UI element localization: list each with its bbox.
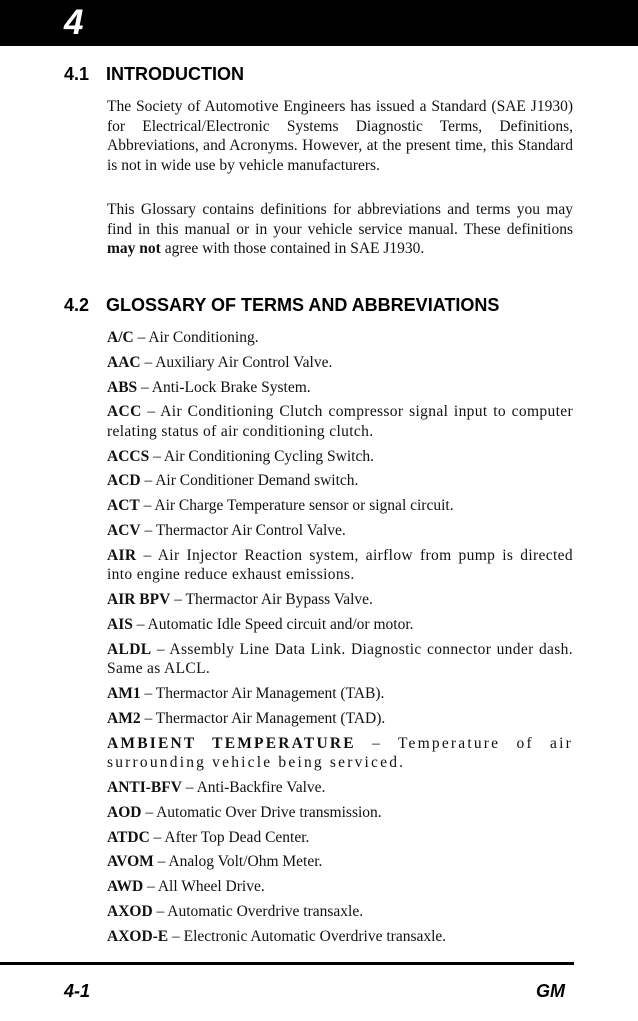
intro-paragraph-2 [107, 200, 573, 259]
glossary-definition: – Thermactor Air Control Valve. [140, 522, 346, 540]
glossary-definition: – Auxiliary Air Control Valve. [140, 353, 333, 371]
glossary-definition: – Analog Volt/Ohm Meter. [153, 853, 323, 871]
glossary-definition: – Air Conditioning Clutch compressor signal input to computer relating status of air conditioning clutch. [107, 403, 573, 440]
glossary-entry [107, 378, 573, 398]
glossary-entry [107, 902, 573, 922]
glossary-entry [107, 852, 573, 872]
page-number: 4-1 [64, 981, 91, 1001]
glossary-definition: – Assembly Line Data Link. Diagnostic connector under dash. Same as ALCL. [107, 640, 573, 678]
glossary-entry [107, 353, 573, 373]
glossary-definition: – Air Injector Reaction system, airflow from pump is directed into engine reduce exhaust emissions. [107, 546, 573, 584]
glossary-term: AIR BPV [107, 591, 171, 609]
glossary-term: ACT [107, 497, 140, 515]
chapter-header-bar [0, 0, 638, 46]
glossary-term: AAC [107, 353, 141, 371]
section-title: INTRODUCTION [106, 64, 244, 84]
glossary-entry [107, 471, 573, 491]
section-heading-introduction [64, 63, 244, 85]
glossary-definition: – Electronic Automatic Overdrive transaxle. [168, 927, 447, 945]
glossary-term: ACV [107, 522, 141, 540]
glossary-entry [107, 546, 573, 585]
footer-divider [0, 962, 574, 965]
glossary-definition: – After Top Dead Center. [149, 828, 310, 846]
glossary-term: ABS [107, 378, 138, 396]
glossary-entry [107, 709, 573, 729]
glossary-entry [107, 734, 573, 773]
glossary-term: AIS [107, 615, 133, 633]
glossary-entry [107, 778, 573, 798]
glossary-entry [107, 447, 573, 467]
glossary-entry [107, 402, 573, 441]
section-number: 4.1 [64, 64, 90, 84]
glossary-term: A/C [107, 329, 134, 346]
glossary-term: ANTI-BFV [107, 778, 182, 796]
glossary-term: AIR [107, 546, 137, 564]
glossary-entry [107, 328, 573, 348]
glossary-term: AWD [107, 878, 144, 896]
glossary-term: AXOD [107, 902, 153, 920]
glossary-term: ATDC [107, 828, 150, 846]
glossary-definition: – Temperature of air surrounding vehicle being serviced. [107, 734, 574, 772]
glossary-term: AXOD-E [107, 927, 169, 945]
glossary-term: ALDL [107, 640, 152, 658]
glossary-term: AVOM [107, 853, 154, 871]
glossary-entry [107, 496, 573, 516]
footer-brand: GM [536, 981, 565, 1001]
glossary-term: AM1 [107, 685, 141, 703]
glossary-term: AOD [107, 803, 142, 821]
section-number: 4.2 [64, 295, 90, 315]
glossary-term: ACC [107, 403, 142, 421]
glossary-entry [107, 828, 573, 848]
glossary-term: ACCS [107, 447, 150, 465]
intro-paragraph-2-tail: agree with those contained in SAE J1930. [160, 240, 425, 257]
glossary-entry [107, 803, 573, 823]
glossary-entry [107, 684, 573, 704]
glossary-definition: – Thermactor Air Management (TAD). [140, 709, 386, 727]
glossary-definition: – Thermactor Air Management (TAB). [140, 685, 385, 703]
glossary-entry [107, 615, 573, 635]
chapter-number: 4 [64, 3, 84, 42]
glossary-entry [107, 927, 573, 947]
glossary-definition: – Anti-Backfire Valve. [181, 778, 326, 796]
glossary-definition: – All Wheel Drive. [143, 878, 265, 896]
glossary-definition: – Automatic Idle Speed circuit and/or motor. [132, 615, 414, 633]
glossary-entry [107, 521, 573, 541]
glossary-entry [107, 877, 573, 897]
glossary-entry [107, 640, 573, 679]
glossary-definition: – Anti-Lock Brake System. [137, 378, 311, 396]
glossary-term: AMBIENT TEMPERATURE [107, 734, 356, 752]
glossary-definition: – Air Conditioning. [133, 329, 259, 346]
glossary-entry [107, 590, 573, 610]
glossary-term: AM2 [107, 709, 141, 727]
glossary-definition: – Air Conditioning Cycling Switch. [149, 447, 374, 465]
intro-paragraph-2-text: This Glossary contains definitions for abbreviations and terms you may find in this manual or in your vehicle service manual. These definitions [107, 201, 573, 238]
glossary-definition: – Automatic Over Drive transmission. [141, 803, 382, 821]
glossary-list [107, 328, 573, 952]
intro-paragraph-1: The Society of Automotive Engineers has issued a Standard (SAE J1930) for Electrical/Electronic Systems Diagnostic Terms, Definitions, Abbreviations, and Acronyms. However, at the present time, this Standard is not in wide use by vehicle manufacturers. [107, 98, 573, 174]
section-title: GLOSSARY OF TERMS AND ABBREVIATIONS [106, 295, 500, 315]
glossary-definition: – Air Charge Temperature sensor or signal circuit. [139, 497, 454, 515]
glossary-definition: – Thermactor Air Bypass Valve. [170, 591, 373, 609]
section-heading-glossary [64, 294, 499, 316]
intro-paragraph-2-emphasis: may not [107, 240, 161, 257]
glossary-term: ACD [107, 472, 141, 490]
glossary-definition: – Air Conditioner Demand switch. [140, 472, 359, 490]
glossary-definition: – Automatic Overdrive transaxle. [152, 902, 364, 920]
